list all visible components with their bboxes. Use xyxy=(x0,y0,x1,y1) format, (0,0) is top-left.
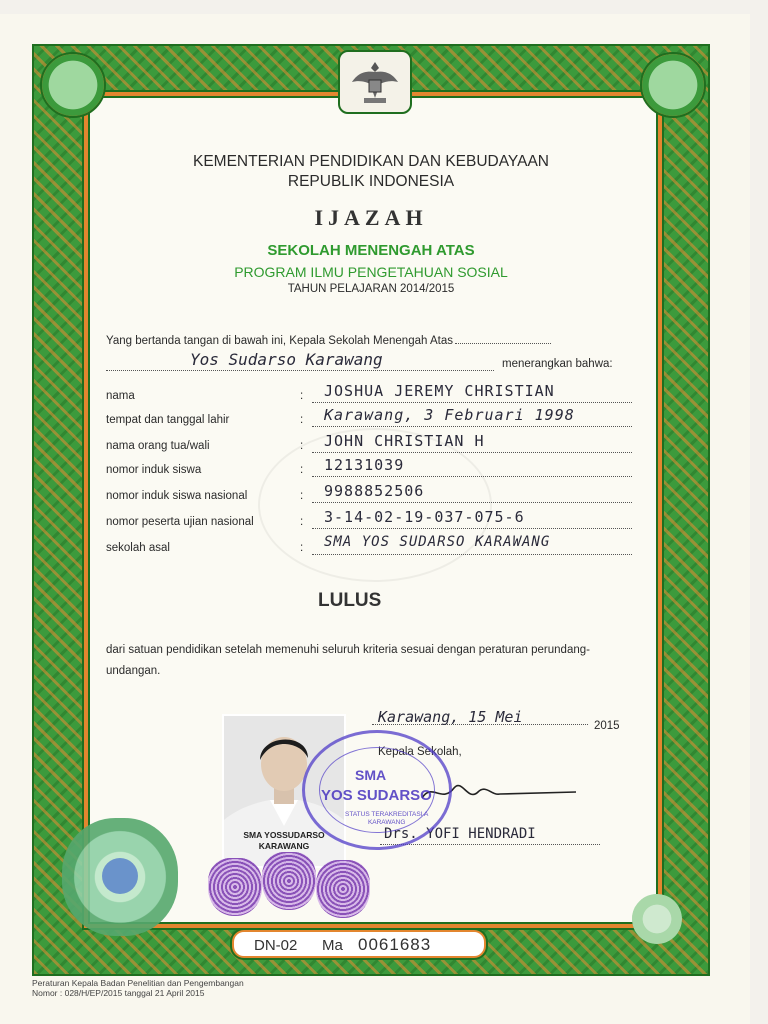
school-level: SEKOLAH MENENGAH ATAS xyxy=(267,242,475,259)
field-value: 3-14-02-19-037-075-6 xyxy=(324,508,525,526)
result-status: LULUS xyxy=(318,590,382,611)
field-label: nama orang tua/wali xyxy=(106,440,210,452)
field-row-exam-number xyxy=(106,508,632,530)
serial-code: DN-02 xyxy=(254,937,298,954)
officer-name: Drs. YOFI HENDRADI xyxy=(384,826,536,842)
photo-caption-line-1: SMA YOSSUDARSO xyxy=(243,830,325,840)
place-date-handwritten: Karawang, 15 Mei xyxy=(378,708,523,726)
field-value: JOSHUA JEREMY CHRISTIAN xyxy=(324,382,555,400)
body-text: dari satuan pendidikan setelah memenuhi seluruh kriteria sesuai dengan peraturan perundang-undangan. xyxy=(106,644,590,677)
fingerprint-icon xyxy=(316,860,370,918)
field-colon: : xyxy=(300,464,304,476)
footer-line-2: Nomor : 028/H/EP/2015 tanggal 21 April 2015 xyxy=(32,988,205,998)
stamp-text-3: STATUS TERAKREDITASI A xyxy=(345,811,429,818)
field-row-parent xyxy=(106,432,632,454)
school-stamp xyxy=(302,730,452,850)
serial-number-box xyxy=(232,930,486,958)
field-row-student-id xyxy=(106,456,632,478)
corner-ornament-icon xyxy=(640,52,706,118)
garuda-emblem-icon xyxy=(338,50,412,114)
ministry-heading xyxy=(88,152,654,192)
signer-position: Kepala Sekolah, xyxy=(378,746,462,758)
intro-statement: Yang bertanda tangan di bawah ini, Kepala Sekolah Menengah Atas xyxy=(106,335,453,347)
ministry-seal-icon xyxy=(62,818,178,936)
program-name: PROGRAM ILMU PENGETAHUAN SOSIAL xyxy=(234,264,508,280)
seal-emblem-icon xyxy=(102,858,138,894)
photo-caption-line-2: KARAWANG xyxy=(258,841,310,851)
field-value: JOHN CHRISTIAN H xyxy=(324,432,485,450)
serial-prefix: Ma xyxy=(322,937,343,954)
dotted-line xyxy=(312,452,632,453)
school-name-handwritten: Yos Sudarso Karawang xyxy=(190,350,383,369)
ministry-line-1: KEMENTERIAN PENDIDIKAN DAN KEBUDAYAAN xyxy=(193,153,549,170)
field-label: nomor induk siswa xyxy=(106,464,202,476)
dotted-line xyxy=(312,426,632,427)
footer-note xyxy=(32,978,244,998)
dotted-line xyxy=(312,554,632,555)
field-value: Karawang, 3 Februari 1998 xyxy=(324,406,575,424)
stamp-text-2: YOS SUDARSO xyxy=(321,787,432,804)
field-label: nomor induk siswa nasional xyxy=(106,490,248,502)
footer-line-1: Peraturan Kepala Badan Penelitian dan Pengembangan xyxy=(32,978,244,988)
field-value: 9988852506 xyxy=(324,482,425,500)
dotted-line xyxy=(312,476,632,477)
field-label: sekolah asal xyxy=(106,542,170,554)
intro-text xyxy=(106,335,551,347)
dotted-line xyxy=(380,844,600,845)
field-colon: : xyxy=(300,490,304,502)
intro-suffix: menerangkan bahwa: xyxy=(502,358,613,370)
corner-ornament-icon xyxy=(40,52,106,118)
stamp-text-1: SMA xyxy=(355,767,387,783)
field-colon: : xyxy=(300,542,304,554)
serial-number: 0061683 xyxy=(358,935,432,954)
ministry-line-2: REPUBLIK INDONESIA xyxy=(287,173,455,190)
field-colon: : xyxy=(300,440,304,452)
field-row-name xyxy=(106,382,632,404)
stamp-text-4: KARAWANG xyxy=(367,819,406,826)
dotted-line xyxy=(312,528,632,529)
fingerprint-icon xyxy=(208,858,262,916)
academic-year: TAHUN PELAJARAN 2014/2015 xyxy=(287,283,455,295)
field-label: tempat dan tanggal lahir xyxy=(106,414,230,426)
field-colon: : xyxy=(300,414,304,426)
field-label: nama xyxy=(106,390,135,402)
field-value: 12131039 xyxy=(324,456,405,474)
signing-place-date xyxy=(372,708,630,732)
fingerprints xyxy=(208,852,372,918)
field-label: nomor peserta ujian nasional xyxy=(106,516,254,528)
dotted-line xyxy=(455,343,551,344)
field-colon: : xyxy=(300,390,304,402)
stamp-text-small xyxy=(345,811,428,827)
field-colon: : xyxy=(300,516,304,528)
field-value: SMA YOS SUDARSO KARAWANG xyxy=(324,534,551,550)
field-row-national-id xyxy=(106,482,632,504)
signing-year: 2015 xyxy=(594,720,620,732)
school-name-line xyxy=(106,352,626,374)
dotted-line xyxy=(312,502,632,503)
field-row-birth xyxy=(106,406,632,428)
corner-seal-icon xyxy=(632,894,682,944)
field-row-origin-school xyxy=(106,534,632,556)
fingerprint-icon xyxy=(262,852,316,910)
document-title: IJAZAH xyxy=(314,205,428,230)
dotted-line xyxy=(312,402,632,403)
